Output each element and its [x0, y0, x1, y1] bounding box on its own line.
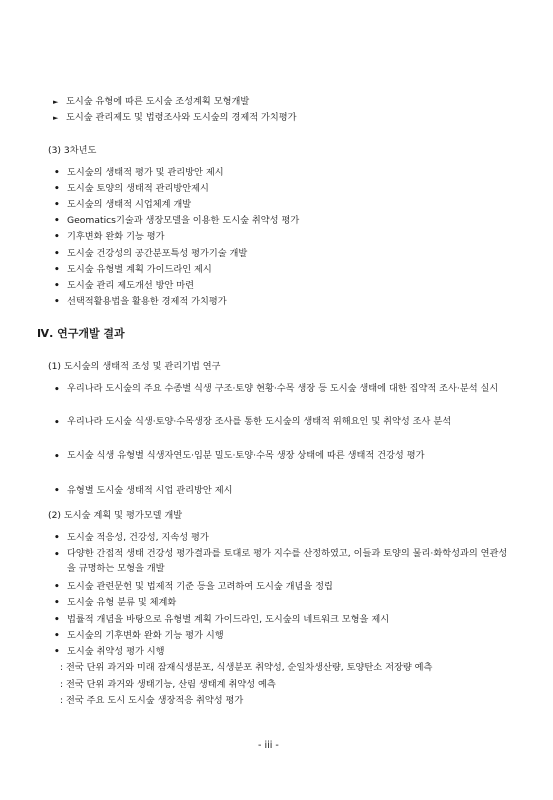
year3-item: 선택적활용법을 활용한 경제적 가치평가	[67, 296, 227, 307]
sub1-item: 도시숲 식생 유형별 식생자연도·임분 밀도·토양·수목 생장 상태에 따른 생태적 건강성 평가	[67, 450, 425, 461]
bullet-icon: •	[54, 533, 60, 543]
sub1-item: 유형별 도시숲 생태적 시업 관리방안 제시	[67, 485, 233, 496]
triangle-bullet-icon: ►	[53, 114, 59, 122]
sub2-item: 다양한 간접적 생태 건강성 평가결과를 토대로 평가 지수를 산정하였고, 이들과 토양의 물리·화학성과의 연관성을 규명하는 모형을 개발	[67, 548, 508, 574]
sub2-colon-item: : 전국 단위 과거와 생태기능, 산림 생태계 취약성 예측	[60, 679, 276, 690]
bullet-icon: •	[54, 249, 60, 259]
bullet-icon: •	[54, 418, 60, 428]
bullet-icon: •	[54, 216, 60, 226]
section-heading: Ⅳ. 연구개발 결과	[37, 327, 125, 340]
year3-item: 도시숲의 생태적 평가 및 관리방안 제시	[67, 167, 224, 178]
sub2-item: 도시숲 취약성 평가 시행	[67, 646, 165, 657]
bullet-icon: •	[54, 200, 60, 210]
bullet-icon: •	[54, 550, 60, 560]
bullet-icon: •	[54, 281, 60, 291]
top-item: 도시숲 유형에 따른 도시숲 조성계획 모형개발	[66, 96, 250, 107]
bullet-icon: •	[54, 598, 60, 608]
sub2-item: 도시숲의 기후변화 완화 기능 평가 시행	[67, 630, 224, 641]
year3-item: 기후변화 완화 기능 평가	[67, 231, 165, 242]
bullet-icon: •	[54, 232, 60, 242]
sub2-item: 도시숲 적응성, 건강성, 지속성 평가	[67, 532, 209, 543]
page-number: - iii -	[258, 740, 279, 751]
bullet-icon: •	[54, 452, 60, 462]
year3-item: 도시숲 유형별 계획 가이드라인 제시	[67, 264, 212, 275]
bullet-icon: •	[54, 615, 60, 625]
sub1-item: 우리나라 도시숲의 주요 수종별 식생 구조·토양 현황·수목 생장 등 도시숲 생태에 대한 집약적 조사·분석 실시	[67, 383, 499, 394]
year3-item: Geomatics기술과 생장모델을 이용한 도시숲 취약성 평가	[67, 215, 300, 226]
bullet-icon: •	[54, 168, 60, 178]
bullet-icon: •	[54, 297, 60, 307]
sub1-item: 우리나라 도시숲 식생·토양·수목생장 조사를 통한 도시숲의 생태적 위해요인 및 취약성 조사 분석	[67, 416, 452, 427]
triangle-bullet-icon: ►	[53, 98, 59, 106]
top-item: 도시숲 관리제도 및 법령조사와 도시숲의 경제적 가치평가	[66, 112, 297, 123]
sub1-title: (1) 도시숲의 생태적 조성 및 관리기법 연구	[48, 361, 221, 372]
bullet-icon: •	[54, 385, 60, 395]
sub2-title: (2) 도시숲 계획 및 평가모델 개발	[48, 510, 183, 521]
bullet-icon: •	[54, 184, 60, 194]
year3-item: 도시숲의 생태적 시업체계 개발	[67, 199, 192, 210]
sub2-colon-item: : 전국 주요 도시 도시숲 생장적응 취약성 평가	[60, 695, 244, 706]
year3-title: (3) 3차년도	[48, 145, 97, 156]
sub2-colon-item: : 전국 단위 과거와 미래 잠재식생분포, 식생분포 취약성, 순일차생산량, 토양탄소 저장량 예측	[60, 662, 433, 673]
bullet-icon: •	[54, 486, 60, 496]
year3-item: 도시숲 토양의 생태적 관리방안제시	[67, 183, 209, 194]
year3-item: 도시숲 관리 제도개선 방안 마련	[67, 280, 195, 291]
bullet-icon: •	[54, 647, 60, 657]
year3-item: 도시숲 건강성의 공간분포특성 평가기술 개발	[67, 248, 248, 259]
bullet-icon: •	[54, 265, 60, 275]
sub2-item: 도시숲 유형 분류 및 체계화	[67, 597, 177, 608]
bullet-icon: •	[54, 631, 60, 641]
bullet-icon: •	[54, 582, 60, 592]
sub2-item: 법률적 개념을 바탕으로 유형별 계획 가이드라인, 도시숲의 네트워크 모형을 제시	[67, 614, 390, 625]
sub2-item: 도시숲 관련문헌 및 법제적 기준 등을 고려하여 도시숲 개념을 정립	[67, 581, 333, 592]
